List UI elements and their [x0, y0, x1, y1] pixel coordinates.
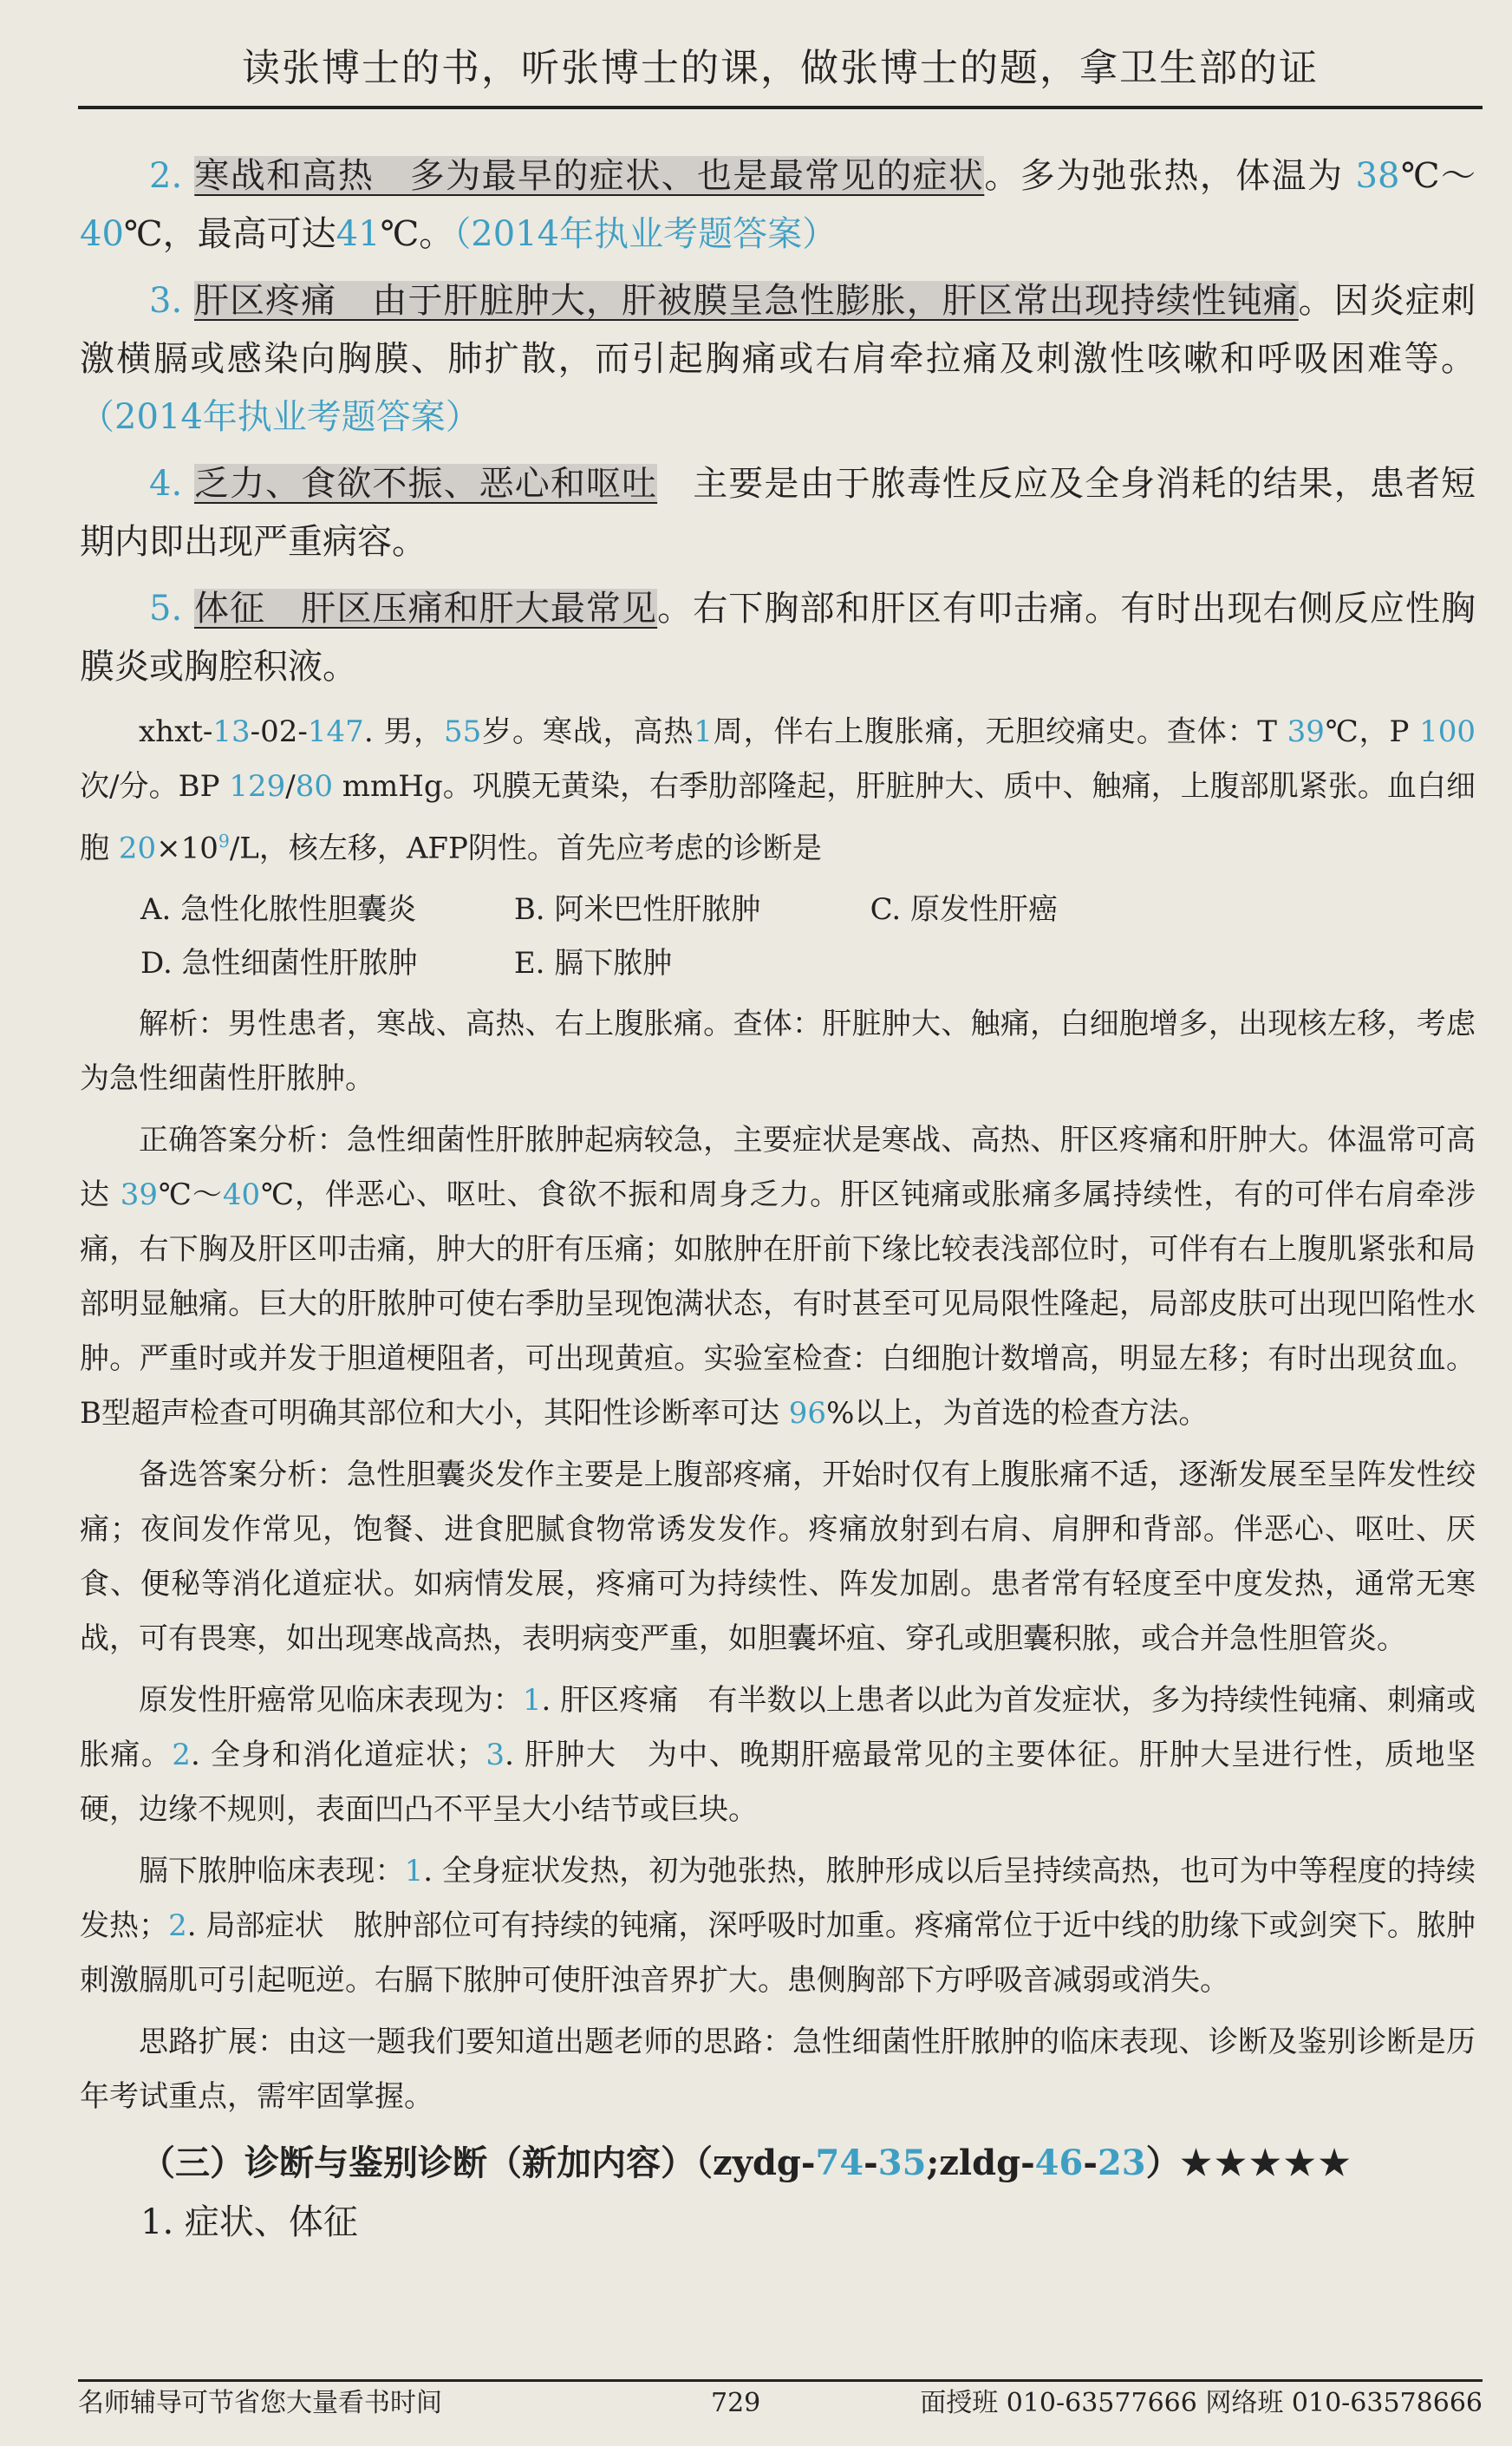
- code-num: 23: [1097, 2143, 1146, 2184]
- text: ℃，最高可达: [123, 214, 336, 254]
- code-num: 46: [1034, 2143, 1084, 2184]
- text: . 全身和消化道症状；: [190, 1738, 486, 1773]
- text: . 全身症状发热，初为弛张热，脓肿形成以后呈持续高热，也可为中等程度的持续发热；: [80, 1854, 1476, 1944]
- text: -02-: [250, 714, 308, 749]
- text: 岁。寒战，高热: [481, 714, 694, 749]
- list-number: 2: [168, 1908, 187, 1944]
- temp-value: 40: [80, 214, 124, 254]
- text: mmHg。巩膜无黄染，右季肋部隆起，肝脏肿大、质中、触痛，上腹部肌紧张。血白细胞: [80, 769, 1476, 866]
- percent-value: 96: [788, 1396, 827, 1432]
- text: 原发性肝癌常见临床表现为：: [139, 1683, 523, 1719]
- exponent: 9: [218, 831, 230, 851]
- option-e: E. 膈下脓肿: [513, 946, 673, 982]
- option-a: A. 急性化脓性胆囊炎: [140, 892, 417, 928]
- list-number: 2: [172, 1738, 191, 1773]
- text: ℃～: [157, 1177, 223, 1213]
- text: ×10: [156, 831, 218, 866]
- item-2: [80, 147, 1476, 264]
- text: -: [864, 2143, 878, 2184]
- list-number: 1: [522, 1683, 542, 1719]
- text: 。右下胸部和肝区有叩击痛。有时出现右侧反应性胸膜炎或胸腔积液。: [80, 589, 1476, 687]
- footer-contact: 面授班 010-63577666 网络班 010-63578666: [920, 2388, 1483, 2418]
- temp-value: 40: [222, 1177, 261, 1213]
- text: 。因炎症刺激横膈或感染向胸膜、肺扩散，而引起胸痛或右肩牵拉痛及刺激性咳嗽和呼吸困难等。: [80, 281, 1476, 379]
- subsection-heading: 1. 症状、体征: [140, 2202, 358, 2243]
- analysis: 解析：男性患者，寒战、高热、右上腹胀痛。查体：肝脏肿大、触痛，白细胞增多，出现核左移，考虑为急性细菌性肝脓肿。: [80, 1007, 1476, 1097]
- bp-value: 129: [229, 769, 286, 804]
- item-number: 4.: [149, 464, 183, 504]
- text: 正确答案分析：急性细菌性肝脓肿起病较急，主要症状是寒战、高热、肝区疼痛和肝肿大。体温常可高达: [80, 1123, 1476, 1213]
- option-d: D. 急性细菌性肝脓肿: [140, 946, 418, 982]
- option-b: B. 阿米巴性肝脓肿: [513, 892, 761, 928]
- temp-value: 38: [1355, 156, 1400, 196]
- temp-value: 39: [120, 1177, 158, 1213]
- code-num: 13: [212, 714, 251, 749]
- thinking-expansion: 思路扩展：由这一题我们要知道出题老师的思路：急性细菌性肝脓肿的临床表现、诊断及鉴别诊断是历年考试重点，需牢固掌握。: [80, 2025, 1476, 2115]
- text: /L，核左移，AFP阴性。首先应考虑的诊断是: [229, 831, 822, 866]
- page-number: 729: [711, 2388, 761, 2418]
- text: ℃～: [1399, 156, 1476, 196]
- text: -: [1083, 2143, 1098, 2184]
- page-footer: [78, 2379, 1483, 2425]
- text: 膈下脓肿临床表现：: [139, 1854, 405, 1889]
- age-value: 55: [444, 714, 482, 749]
- item-number: 3.: [149, 281, 183, 321]
- alternative-analysis-1: 备选答案分析：急性胆囊炎发作主要是上腹部疼痛，开始时仅有上腹胀痛不适，逐渐发展至呈阵发性绞痛；夜间发作常见，饱餐、进食肥腻食物常诱发发作。疼痛放射到右肩、肩胛和背部。伴恶心、呕吐、厌食、便秘等消化道症状。如病情发展，疼痛可为持续性、阵发加剧。患者常有轻度至中度发热，通常无寒战，可有畏寒，如出现寒战高热，表明病变严重，如胆囊坏疽、穿孔或胆囊积脓，或合并急性胆管炎。: [80, 1458, 1476, 1657]
- item-number: 2.: [149, 156, 183, 196]
- text: 。多为弛张热，体温为: [984, 156, 1344, 196]
- list-number: 3: [486, 1738, 505, 1773]
- page-content: [80, 147, 1476, 2260]
- item-5: [80, 580, 1476, 696]
- text: . 男，: [363, 714, 445, 749]
- option-c: C. 原发性肝癌: [870, 892, 1059, 928]
- section-title-text: （三）诊断与鉴别诊断（新加内容）: [140, 2143, 695, 2184]
- text: 次/分。BP: [80, 769, 230, 804]
- item-number: 5.: [149, 589, 183, 629]
- duration-value: 1: [694, 714, 713, 749]
- text: ℃，伴恶心、呕吐、食欲不振和周身乏力。肝区钝痛或胀痛多属持续性，有的可伴右肩牵涉痛，右下胸及肝区叩击痛，肿大的肝有压痛；如脓肿在肝前下缘比较表浅部位时，可伴有右上腹肌紧张和局部明显触痛。巨大的肝脓肿可使右季肋呈现饱满状态，有时甚至可见局限性隆起，局部皮肤可出现凹陷性水肿。严重时或并发于胆道梗阻者，可出现黄疸。实验室检查：白细胞计数增高，明显左移；有时出现贫血。B型超声检查可明确其部位和大小，其阳性诊断率可达: [80, 1177, 1476, 1432]
- temp-value: 39: [1287, 714, 1325, 749]
- highlight-text: 寒战和高热 多为最早的症状、也是最常见的症状: [194, 156, 985, 196]
- text: 周，伴右上腹胀痛，无胆绞痛史。查体：T: [712, 714, 1287, 749]
- item-4: [80, 455, 1476, 571]
- highlight-text: 体征 肝区压痛和肝大最常见: [193, 589, 658, 629]
- bp-value: 80: [295, 769, 333, 804]
- answer-options: [140, 883, 1476, 990]
- rating-stars-icon: ★★★★★: [1180, 2143, 1353, 2184]
- exam-answer-note: （2014年执业考题答案）: [80, 397, 480, 437]
- code-num: 147: [307, 714, 364, 749]
- wbc-value: 20: [118, 831, 157, 866]
- section-heading: [140, 2133, 1476, 2194]
- text: ℃。: [380, 214, 454, 254]
- pulse-value: 100: [1419, 714, 1476, 749]
- text: ）: [1145, 2143, 1181, 2184]
- list-number: 1: [404, 1854, 424, 1889]
- item-3: [80, 272, 1476, 447]
- alternative-analysis-2: [80, 1673, 1476, 1837]
- temp-value: 41: [336, 214, 381, 254]
- text: ℃，P: [1324, 714, 1420, 749]
- highlight-text: 肝区疼痛 由于肝脏肿大，肝被膜呈急性膨胀，肝区常出现持续性钝痛: [193, 281, 1299, 321]
- code-num: 74: [815, 2143, 864, 2184]
- footer-slogan: 名师辅导可节省您大量看书时间: [78, 2388, 442, 2418]
- running-header: 读张博士的书，听张博士的课，做张博士的题，拿卫生部的证: [78, 31, 1483, 109]
- text: /: [285, 769, 296, 804]
- text: . 肝区疼痛 有半数以上患者以此为首发症状，多为持续性钝痛、刺痛或胀痛。: [80, 1683, 1476, 1773]
- text: . 局部症状 脓肿部位可有持续的钝痛，深呼吸时加重。疼痛常位于近中线的肋缘下或剑突下。脓肿刺激膈肌可引起呃逆。右膈下脓肿可使肝浊音界扩大。患侧胸部下方呼吸音减弱或消失。: [80, 1908, 1476, 1999]
- alternative-analysis-3: [80, 1844, 1476, 2008]
- text: （zydg-: [695, 2143, 816, 2184]
- correct-answer-analysis: [80, 1113, 1476, 1441]
- code-num: 35: [877, 2143, 927, 2184]
- highlight-text: 乏力、食欲不振、恶心和呕吐: [193, 464, 658, 504]
- text: xhxt-: [139, 714, 213, 749]
- exam-answer-note: （2014年执业考题答案）: [453, 214, 837, 254]
- text: ;zldg-: [926, 2143, 1035, 2184]
- text: . 肝肿大 为中、晚期肝癌最常见的主要体征。肝肿大呈进行性，质地坚硬，边缘不规则，表面凹凸不平呈大小结节或巨块。: [80, 1738, 1476, 1828]
- question-stem: [80, 705, 1476, 876]
- text: %以上，为首选的检查方法。: [826, 1396, 1209, 1432]
- text: 主要是由于脓毒性反应及全身消耗的结果，患者短期内即出现严重病容。: [80, 464, 1476, 562]
